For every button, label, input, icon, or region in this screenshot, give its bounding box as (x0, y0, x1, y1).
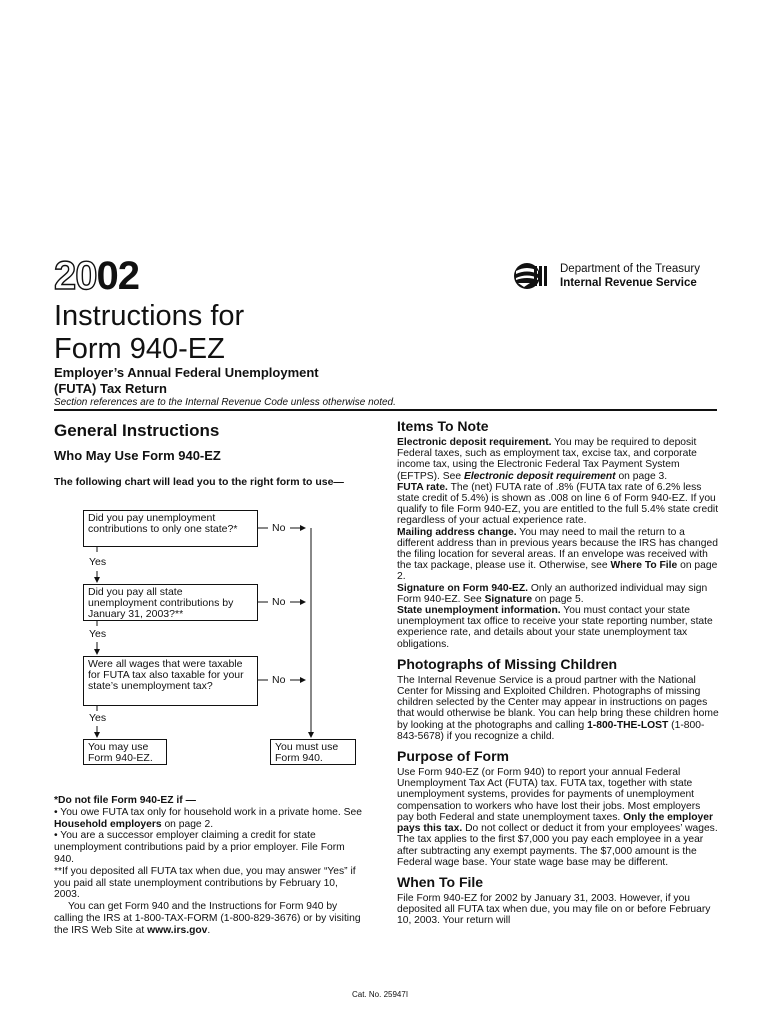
footnote-deposited: **If you deposited all FUTA tax when due, you may answer “Yes” if you paid all state unemployment contributions by February 10, 2003. (54, 865, 356, 901)
flowchart-question-3: Were all wages that were taxable for FUTA tax also taxable for your state’s unemployment tax? (83, 656, 258, 706)
irs-website-link[interactable]: www.irs.gov (147, 924, 208, 936)
chart-intro: The following chart will lead you to the right form to use— (54, 476, 344, 488)
when-to-file-text: File Form 940-EZ for 2002 by January 31, 2003. However, if you deposited all FUTA tax when due, you may file on or before February 10, 2003. Your return will (397, 892, 711, 927)
flowchart-question-2: Did you pay all state unemployment contributions by January 31, 2003?** (83, 584, 258, 621)
catalog-number: Cat. No. 25947I (352, 990, 409, 999)
item-state-unemployment: State unemployment information. You must contact your state unemployment tax office to receive your state reporting number, state experience rate, and details about your state unemployment tax obligations. (397, 605, 713, 650)
subtitle-line-2: (FUTA) Tax Return (54, 381, 167, 396)
missing-children-text: The Internal Revenue Service is a proud partner with the National Center for Missing and Exploited Children. Photographs of missing children selected by the Center may appear in instructions on pages that would otherwise be blank. You can help bring these children home by looking at the photographs and calling 1-800-THE-LOST (1-800-843-5678) if you recognize a child. (397, 674, 719, 742)
flowchart-no-2: No (272, 596, 286, 608)
subtitle-line-1: Employer’s Annual Federal Unemployment (54, 365, 319, 380)
flowchart-question-1: Did you pay unemployment contributions to only one state?* (83, 510, 258, 547)
item-futa-rate: FUTA rate. The (net) FUTA rate of .8% (FUTA tax rate of 6.2% less state credit of 5.4%) is shown as .008 on line 6 of Form 940-EZ. If you qualify to file Form 940-EZ, you are entitled to the full 5.4% state credit regardless of your actual experience rate. (397, 481, 719, 527)
chart-footnotes (54, 795, 364, 937)
item-mailing-address: Mailing address change. You may need to mail the return to a different address than in previous years because the IRS has changed the filing location for several areas. If an envelope was received with the tax package, please use it. Otherwise, see Where To File on page 2. (397, 526, 718, 583)
section-reference-note: Section references are to the Internal Revenue Code unless otherwise noted. (54, 397, 396, 408)
item-electronic-deposit: Electronic deposit requirement. You may be required to deposit Federal taxes, such as employment tax, excise tax, and corporate income tax, using the Electronic Federal Tax Payment System (EFTPS). See Electronic deposit requirement on page 3. (397, 437, 697, 482)
missing-children-heading: Photographs of Missing Children (397, 655, 618, 672)
footnote-do-not-file: *Do not file Form 940-EZ if — (54, 795, 196, 806)
items-to-note-heading: Items To Note (397, 418, 489, 434)
flowchart-yes-2: Yes (89, 628, 107, 640)
flowchart-yes-3: Yes (89, 712, 107, 724)
flowchart-result-940: You must use Form 940. (270, 739, 356, 765)
footnote-get-form: You can get Form 940 and the Instructions for Form 940 by calling the IRS at 1-800-TAX-FORM (1-800-829-3676) or by visiting the IRS Web Site at www.irs.gov. (54, 901, 361, 936)
footnote-household: • You owe FUTA tax only for household work in a private home. See Household employers on page 2. (54, 806, 362, 830)
item-signature: Signature on Form 940-EZ. Only an authorized individual may sign Form 940-EZ. See Signature on page 5. (397, 582, 708, 605)
flowchart-no-1: No (272, 522, 286, 534)
purpose-text: Use Form 940-EZ (or Form 940) to report your annual Federal Unemployment Tax Act (FUTA) tax. FUTA tax, together with state unemployment systems, provides for payments of unemployment compensation to workers who have lost their jobs. Most employers pay both Federal and state unemployment taxes. Only the employer pays this tax. Do not collect or deduct it from your employees’ wages. The tax applies to the first $7,000 you pay each employee in a year after subtracting any exempt payments. The $7,000 amount is the Federal wage base. Your state wage base may be different. (397, 767, 718, 868)
irs-line: Internal Revenue Service (560, 277, 697, 289)
title-line-2: Form 940-EZ (54, 333, 225, 365)
year-mark: 2002 (54, 254, 139, 298)
who-may-use-heading: Who May Use Form 940-EZ (54, 448, 221, 463)
right-column (397, 418, 719, 927)
purpose-heading: Purpose of Form (397, 748, 510, 765)
flowchart-yes-1: Yes (89, 556, 107, 568)
when-to-file-heading: When To File (397, 873, 484, 890)
title-line-1: Instructions for (54, 300, 245, 332)
flowchart-result-940ez: You may use Form 940-EZ. (83, 739, 167, 765)
general-instructions-heading: General Instructions (54, 421, 220, 440)
department-line: Department of the Treasury (560, 263, 700, 275)
flowchart-no-3: No (272, 674, 286, 686)
footnote-successor: • You are a successor employer claiming a credit for state unemployment contributions paid by a prior employer. File Form 940. (54, 830, 345, 865)
